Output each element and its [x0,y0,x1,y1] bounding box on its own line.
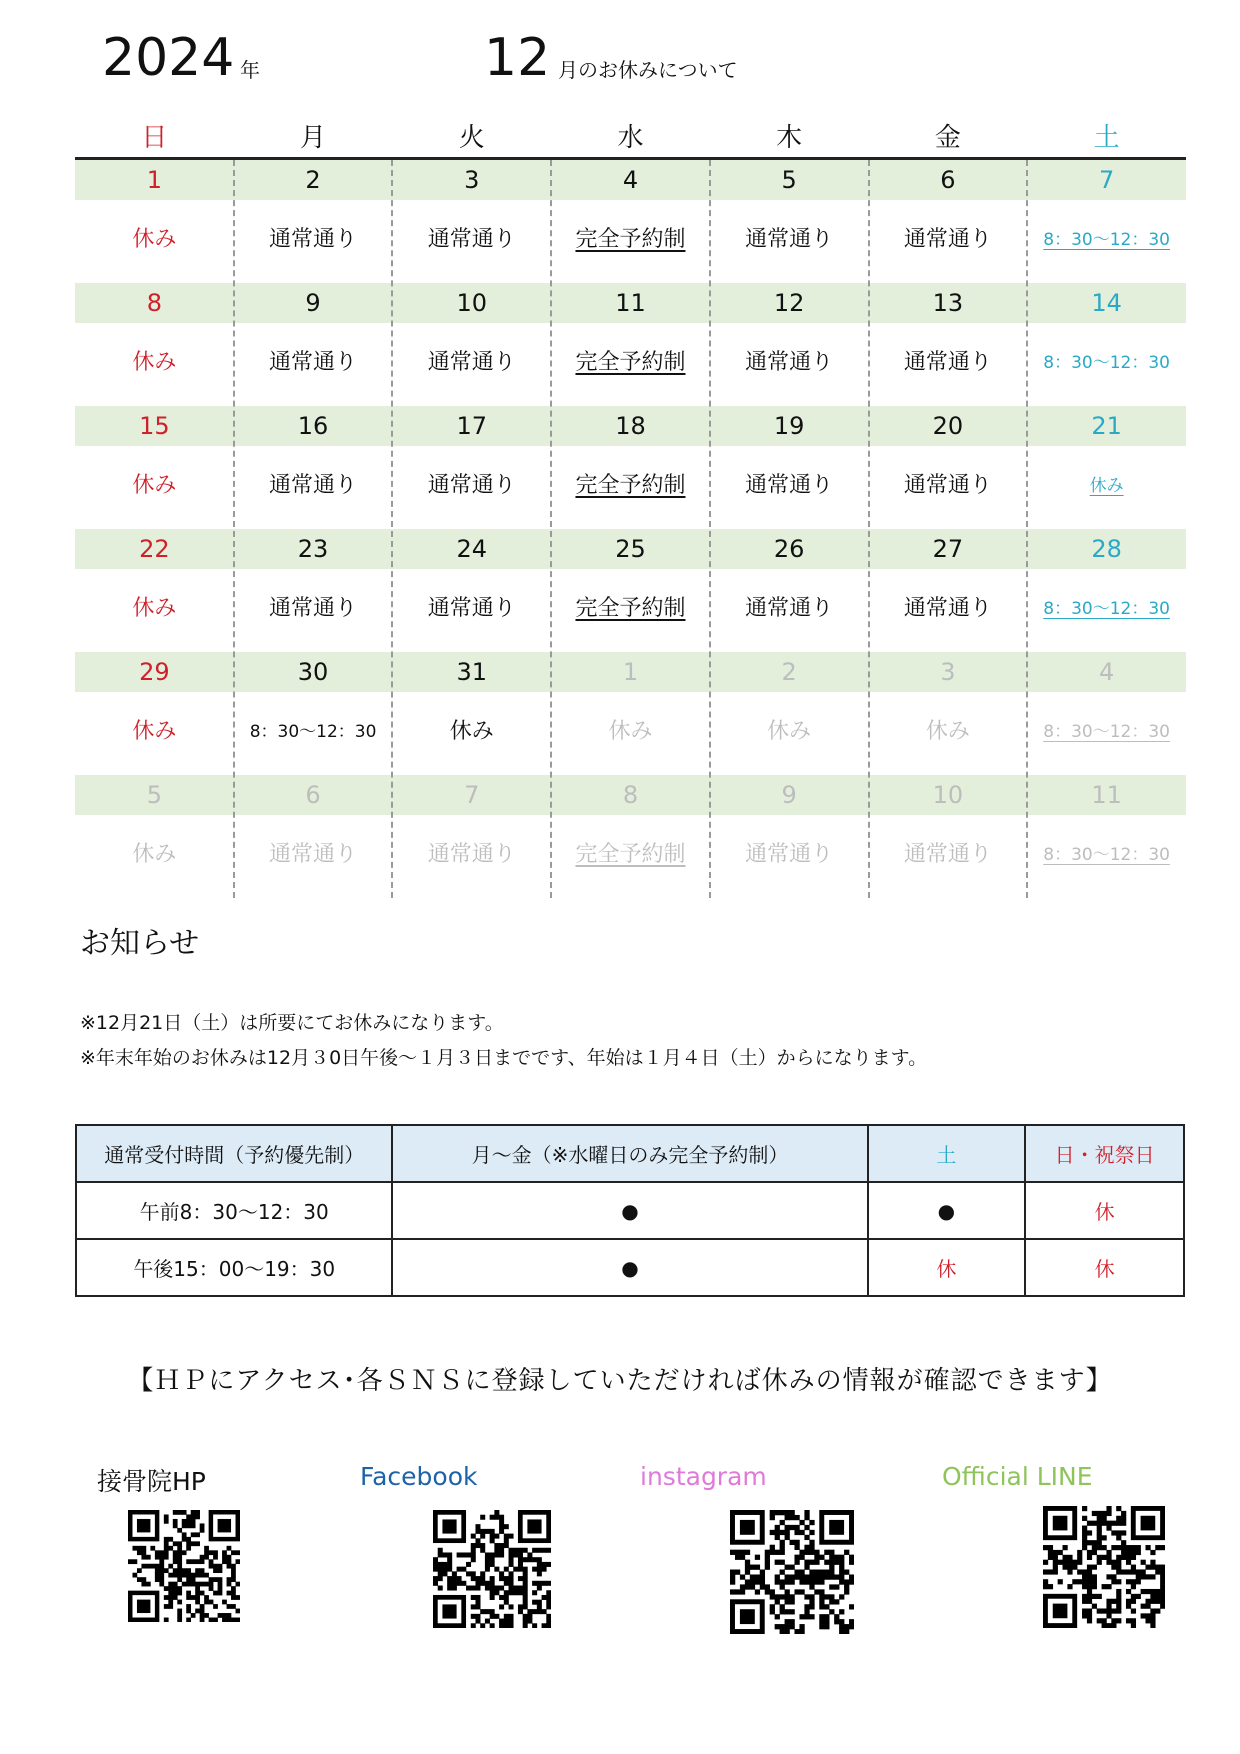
day-status: 8：30～12：30 [1043,845,1170,865]
instagram-qr-code[interactable] [730,1510,854,1634]
day-number: 4 [622,166,639,194]
day-number: 18 [615,412,646,440]
hours-header-weekdays: 月～金（※水曜日のみ完全予約制） [392,1125,867,1182]
day-number: 2 [305,166,321,194]
day-status: 通常通り [745,596,834,621]
day-status: 完全予約制 [575,842,686,867]
hours-cell: 午前8：30～12：30 [76,1182,392,1239]
day-status: 通常通り [269,473,358,498]
line-qr-code[interactable] [1043,1506,1165,1628]
day-number: 7 [464,781,480,809]
hp-label: 接骨院HP [97,1467,206,1496]
day-status: 通常通り [269,596,358,621]
day-status: 休み [925,719,970,744]
column-divider [550,160,552,898]
month: 12 [484,28,551,88]
hours-header-holiday: 日・祝祭日 [1025,1125,1184,1182]
day-status: 通常通り [745,350,834,375]
hp-qr-code[interactable] [128,1510,240,1622]
day-number: 30 [297,658,329,686]
day-status: 完全予約制 [575,227,686,252]
day-number: 8 [146,289,162,317]
day-number: 11 [615,289,646,317]
facebook-qr-code[interactable] [433,1510,551,1628]
hours-cell: 休 [1025,1239,1184,1296]
day-number: 6 [940,166,956,194]
day-status: 休み [132,719,177,744]
day-status: 通常通り [269,227,358,252]
day-status: 通常通り [427,842,516,867]
page-title: 月のお休みについて [558,58,738,82]
day-status: 休み [1089,476,1124,496]
notice-line: ※年末年始のお休みは12月３0日午後～１月３日までです、年始は１月４日（土）からになります。 [80,1047,928,1069]
day-number: 2 [781,658,797,686]
day-number: 9 [781,781,797,809]
day-number: 26 [773,535,805,563]
day-status: 完全予約制 [575,473,686,498]
day-number: 23 [297,535,329,563]
hours-row [76,1239,1184,1296]
day-number: 4 [1098,658,1115,686]
sns-banner: 【ＨＰにアクセス･各ＳＮＳに登録していただければ休みの情報が確認できます】 [127,1366,1113,1396]
weekday-header: 木 [776,123,803,153]
day-status: 通常通り [903,596,992,621]
day-number: 11 [1091,781,1122,809]
hours-cell: ● [868,1182,1026,1239]
day-status: 通常通り [903,842,992,867]
day-status: 休み [132,842,177,867]
hours-row [76,1182,1184,1239]
day-status: 完全予約制 [575,350,686,375]
day-status: 休み [608,719,653,744]
day-number: 8 [622,781,639,809]
day-status: 休み [132,473,177,498]
day-number: 1 [622,658,639,686]
hours-header-row [76,1125,1184,1182]
day-number: 20 [932,412,964,440]
day-status: 完全予約制 [575,596,686,621]
day-number: 27 [932,535,964,563]
day-number: 16 [297,412,329,440]
day-number: 9 [305,289,321,317]
day-status: 休み [132,596,177,621]
day-status: 8：30～12：30 [1043,722,1170,742]
day-number: 21 [1091,412,1122,440]
notice-title: お知らせ [80,926,200,961]
day-status: 休み [132,350,177,375]
day-number: 25 [615,535,646,563]
notice-line: ※12月21日（土）は所要にてお休みになります。 [80,1012,504,1034]
day-number: 10 [932,781,964,809]
day-status: 8：30～12：30 [1043,230,1170,250]
day-status: 8：30～12：30 [1043,599,1170,619]
day-number: 24 [456,535,488,563]
column-divider [233,160,235,898]
day-status: 休み [449,719,494,744]
weekday-header: 日 [141,123,168,153]
day-status: 通常通り [427,227,516,252]
hours-cell: ● [392,1182,867,1239]
day-number: 10 [456,289,488,317]
day-number: 7 [1098,166,1115,194]
weekday-header: 火 [458,123,485,153]
column-divider [709,160,711,898]
column-divider [391,160,393,898]
day-number: 3 [464,166,480,194]
day-status: 通常通り [427,350,516,375]
year: 2024 [102,28,235,88]
hours-cell: 午後15：00～19：30 [76,1239,392,1296]
day-status: 8：30～12：30 [1043,353,1170,373]
line-label: Official LINE [942,1462,1093,1491]
year-suffix: 年 [240,58,260,82]
day-status: 通常通り [745,473,834,498]
weekday-header: 金 [934,123,961,153]
hours-cell: 休 [868,1239,1026,1296]
day-status: 通常通り [427,596,516,621]
day-number: 1 [146,166,162,194]
day-status: 通常通り [903,473,992,498]
day-status: 通常通り [903,227,992,252]
day-number: 17 [456,412,488,440]
weekday-header: 土 [1093,123,1120,153]
column-divider [1026,160,1028,898]
hours-header-saturday: 土 [868,1125,1026,1182]
day-number: 6 [305,781,321,809]
calendar [75,118,1186,898]
day-number: 14 [1091,289,1122,317]
weekday-header: 水 [617,123,644,153]
day-number: 3 [940,658,956,686]
day-number: 31 [456,658,488,686]
day-number: 5 [781,166,797,194]
day-number: 22 [139,535,170,563]
day-number: 19 [773,412,805,440]
day-number: 28 [1091,535,1122,563]
day-status: 通常通り [745,842,834,867]
day-number: 13 [932,289,964,317]
day-status: 休み [132,227,177,252]
day-number: 29 [139,658,170,686]
day-status: 通常通り [427,473,516,498]
day-status: 通常通り [269,350,358,375]
hours-cell: 休 [1025,1182,1184,1239]
weekday-header: 月 [300,123,327,153]
hours-cell: ● [392,1239,867,1296]
day-status: 8：30～12：30 [249,722,377,742]
day-status: 通常通り [745,227,834,252]
day-number: 12 [773,289,805,317]
day-status: 休み [767,719,812,744]
column-divider [868,160,870,898]
day-number: 5 [146,781,162,809]
day-status: 通常通り [269,842,358,867]
hours-table [75,1124,1185,1297]
day-number: 15 [139,412,170,440]
hours-header-time: 通常受付時間（予約優先制） [76,1125,392,1182]
day-status: 通常通り [903,350,992,375]
instagram-label: instagram [640,1462,767,1491]
facebook-label: Facebook [360,1462,478,1491]
